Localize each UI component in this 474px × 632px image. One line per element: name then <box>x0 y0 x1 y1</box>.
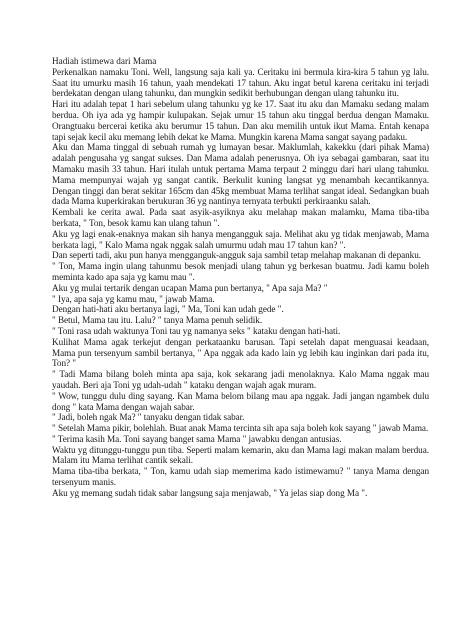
paragraph: Perkenalkan namaku Toni. Well, langsung saja kali ya. Ceritaku ini bermula kira-kira 5 tahun yg lalu. Saat itu umurku masih 16 tahun, yaah mendekati 17 tahun. Aku ingat betul karena ceritaku ini terjadi berdekatan dengan ulang tahunku, dan mungkin sedikit berhubungan dengan ulang tahunku itu. <box>52 66 429 99</box>
paragraph: Kembali ke cerita awal. Pada saat asyik-asyiknya aku melahap makan malamku, Mama tiba-tiba berkata, " Ton, besok kamu kan ulang tahun ". <box>52 207 429 228</box>
paragraph: " Toni rasa udah waktunya Toni tau yg namanya seks " kataku dengan hati-hati. <box>52 325 341 336</box>
paragraph: " Betul, Mama tau itu. Lalu? " tanya Mama penuh selidik. <box>52 315 263 326</box>
paragraph: Aku yg lagi enak-enaknya makan sih hanya mengangguk saja. Melihat aku yg tidak menjawab, Mama berkata lagi, " Kalo Mama ngak nggak salah umurmu udah mau 17 tahun kan? ". <box>52 228 429 250</box>
paragraph: Aku yg memang sudah tidak sabar langsung saja menjawab, " Ya jelas siap dong Ma ". <box>52 487 368 498</box>
paragraph: Mama tiba-tiba berkata, " Ton, kamu udah siap memerima kado istimewamu? " tanya Mama dengan tersenyum manis. <box>52 466 429 488</box>
paragraph: Dan seperti tadi, aku pun hanya mengganguk-angguk saja sambil tetap melahap makanan di depanku. <box>52 250 422 261</box>
paragraph: " Jadi, boleh ngak Ma? " tanyaku dengan tidak sabar. <box>52 412 245 423</box>
paragraph: " Iya, apa saja yg kamu mau, " jawab Mama. <box>52 293 215 304</box>
paragraph: Kulihat Mama agak terkejut dengan perkataanku barusan. Tapi setelah dapat menguasai keadaan, Mama pun tersenyum sambil bertanya, " Apa nggak ada kado lain yg lebih kau inginkan dari pada itu, Ton? " <box>52 336 429 369</box>
paragraph: " Terima kasih Ma. Toni sayang banget sama Mama " jawabku dengan antusias. <box>52 433 342 444</box>
paragraph: Aku yg mulai tertarik dengan ucapan Mama pun bertanya, " Apa saja Ma? " <box>52 282 328 293</box>
paragraph: " Setelah Mama pikir, bolehlah. Buat anak Mama tercinta sih apa saja boleh kok sayang " jawab Mama. <box>52 423 429 434</box>
paragraph: Waktu yg ditunggu-tunggu pun tiba. Seperti malam kemarin, aku dan Mama lagi makan malam berdua. Malam itu Mama terlihat cantik sekali. <box>52 444 429 466</box>
paragraph: Hari itu adalah tepat 1 hari sebelum ulang tahunku yg ke 17. Saat itu aku dan Mamaku sedang malam berdua. Oh iya ada yg hampir kulupakan. Sejak umur 15 tahun aku tinggal berdua dengan Mamaku. Orangtuaku bercerai ketika aku berumur 15 tahun. Dan aku memilih untuk ikut Mama. Entah kenapa tapi sejak kecil aku memang lebih dekat ke Mama. Mungkin karena Mama sangat sayang padaku. <box>52 99 429 142</box>
paragraph: " Tadi Mama bilang boleh minta apa saja, kok sekarang jadi menolaknya. Kalo Mama nggak mau yaudah. Beri aja Toni yg udah-udah " kataku dengan wajah agak muram. <box>52 369 429 390</box>
paragraph: " Wow, tunggu dulu ding sayang. Kan Mama belom bilang mau apa nggak. Jadi jangan ngambek dulu dong " kata Mama dengan wajah sabar. <box>52 390 429 412</box>
paragraph: Aku dan Mama tinggal di sebuah rumah yg lumayan besar. Maklumlah, kakekku (dari pihak Mama) adalah pengusaha yg sangat sukses. Dan Mama adalah penerusnya. Oh iya sebagai gambaran, saat itu Mamaku masih 33 tahun. Hari itulah untuk pertama Mama terpaut 2 minggu dari hari ulang tahunku. Mama mempunyai wajah yg sangat cantik. Berkulit kuning langsat yg menambah kecantikannya. Dengan tinggi dan berat sekitar 165cm dan 45kg membuat Mama terlihat sangat ideal. Sedangkan buah dada Mama kuperkirakan berukuran 36 yg nantinya ternyata terbukti perkiraanku salah. <box>52 142 429 207</box>
document-title: Hadiah istimewa dari Mama <box>52 56 157 66</box>
paragraph: " Ton, Mama ingin ulang tahunmu besok menjadi ulang tahun yg berkesan buatmu. Jadi kamu boleh meminta kado apa saja yg kamu mau ". <box>52 261 429 282</box>
paragraph: Dengan hati-hati aku bertanya lagi, " Ma, Toni kan udah gede ". <box>52 304 284 315</box>
